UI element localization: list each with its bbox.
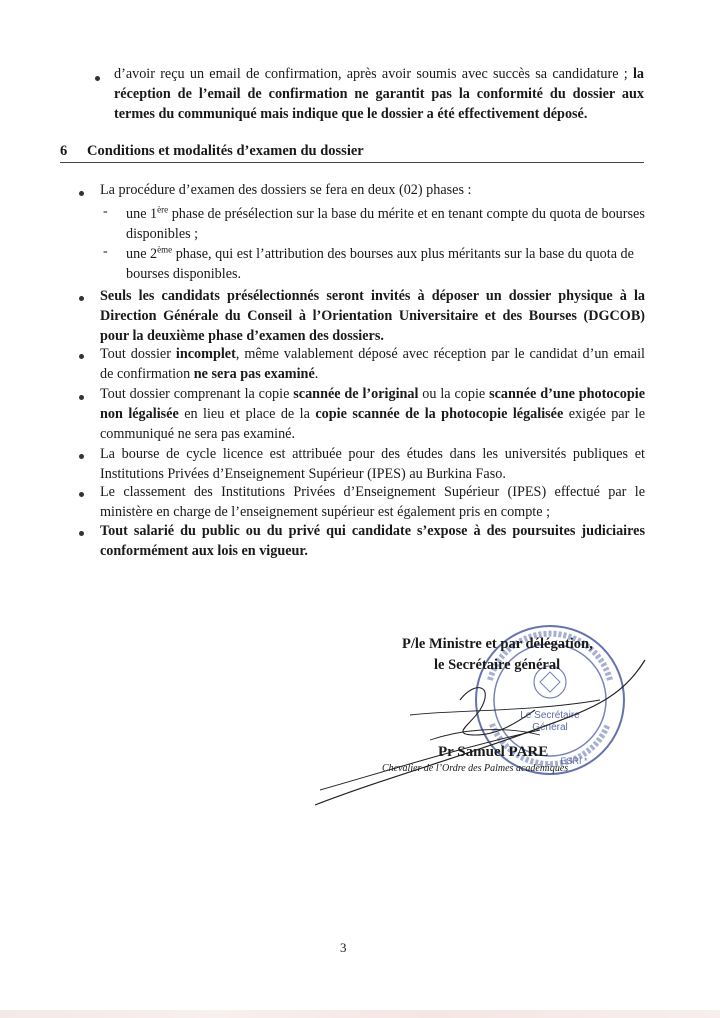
section-divider	[60, 162, 644, 163]
intro-normal: d’avoir reçu un email de confirmation, après avoir soumis avec succès sa candidature ;	[114, 66, 633, 82]
phase2-text	[126, 244, 645, 284]
incomplete-4: ne sera pas examiné	[193, 366, 315, 382]
scan-7: exigée par le communiqué ne sera pas examiné.	[100, 406, 646, 442]
section-number: 6	[60, 143, 68, 159]
scan-4: scannée d’une photocopie non légalisée	[100, 386, 645, 422]
licence-text: La bourse de cycle licence est attribuée pour des études dans les universités publiques et Institutions Privées d’Enseignement Supérieur (IPES) au Burkina Faso.	[100, 446, 645, 482]
bullet-dot	[79, 454, 84, 459]
phase2-sup: ème	[157, 244, 173, 255]
scan-text	[100, 384, 645, 444]
phase1-a: une 1	[126, 206, 158, 222]
incomplete-text	[100, 344, 645, 384]
dash-marker: -	[103, 244, 108, 259]
bullet-dot	[79, 531, 84, 536]
procedure-text: La procédure d’examen des dossiers se fera en deux (02) phases :	[100, 182, 472, 198]
bullet-dot	[79, 395, 84, 400]
scan-edge	[0, 1010, 720, 1018]
bullet-dot	[79, 492, 84, 497]
preselected-text: Seuls les candidats présélectionnés seront invités à déposer un dossier physique à la Direction Générale du Conseil à l’Orientation Universitaire et des Bourses (DGCOB) pour la deuxième phase d’examen des dossiers.	[100, 288, 645, 344]
scan-3: ou la copie	[418, 386, 490, 402]
bullet-dot	[79, 296, 84, 301]
scan-2: scannée de l’original	[293, 386, 419, 402]
phase1-sup: ère	[157, 204, 169, 215]
signature-line1: P/le Ministre et par délégation,	[402, 636, 593, 652]
phase2-a: une 2	[126, 246, 158, 262]
svg-text:Le Secrétaire: Le Secrétaire	[520, 710, 580, 721]
handwritten-signature	[300, 640, 660, 820]
bullet-dot	[79, 191, 84, 196]
signatory-name: Pr Samuel PARE	[438, 744, 549, 760]
incomplete-1: Tout dossier	[100, 346, 176, 362]
signatory-title: Chevalier de l’Ordre des Palmes académiques	[382, 763, 569, 774]
incomplete-5: .	[314, 366, 319, 382]
signature-line2: le Secrétaire général	[434, 657, 561, 673]
phase1-text	[126, 204, 645, 244]
svg-text:Général: Général	[532, 722, 568, 733]
phase1-b: phase de présélection sur la base du mérite et en tenant compte du quota de bourses disponibles ;	[126, 206, 645, 242]
page-number: 3	[340, 940, 347, 955]
incomplete-3: , même valablement déposé avec réception par le candidat d’un email de confirmation	[100, 346, 645, 382]
ranking-text: Le classement des Institutions Privées d’Enseignement Supérieur (IPES) effectué par le ministère en charge de l’enseignement supérieur est également pris en compte ;	[100, 484, 645, 520]
scan-5: en lieu et place de la	[178, 406, 316, 422]
intro-bullet-text	[114, 64, 644, 124]
incomplete-2: incomplet	[175, 346, 236, 362]
bullet-dot	[95, 76, 100, 81]
employee-text: Tout salarié du public ou du privé qui candidate s’expose à des poursuites judiciaires conformément aux lois en vigueur.	[100, 523, 645, 559]
scan-1: Tout dossier comprenant la copie	[100, 386, 294, 402]
section-title: Conditions et modalités d’examen du dossier	[87, 143, 364, 159]
bullet-dot	[79, 354, 84, 359]
intro-bold: la réception de l’email de confirmation ne garantit pas la conformité du dossier aux termes du communiqué mais indique que le dossier a été effectivement déposé.	[114, 66, 644, 122]
dash-marker: -	[103, 204, 108, 219]
svg-text:ESRI *: ESRI *	[560, 756, 588, 766]
phase2-b: phase, qui est l’attribution des bourses aux plus méritants sur la base du quota de bourses disponibles.	[126, 246, 634, 282]
scan-6: copie scannée de la photocopie légalisée	[315, 406, 564, 422]
